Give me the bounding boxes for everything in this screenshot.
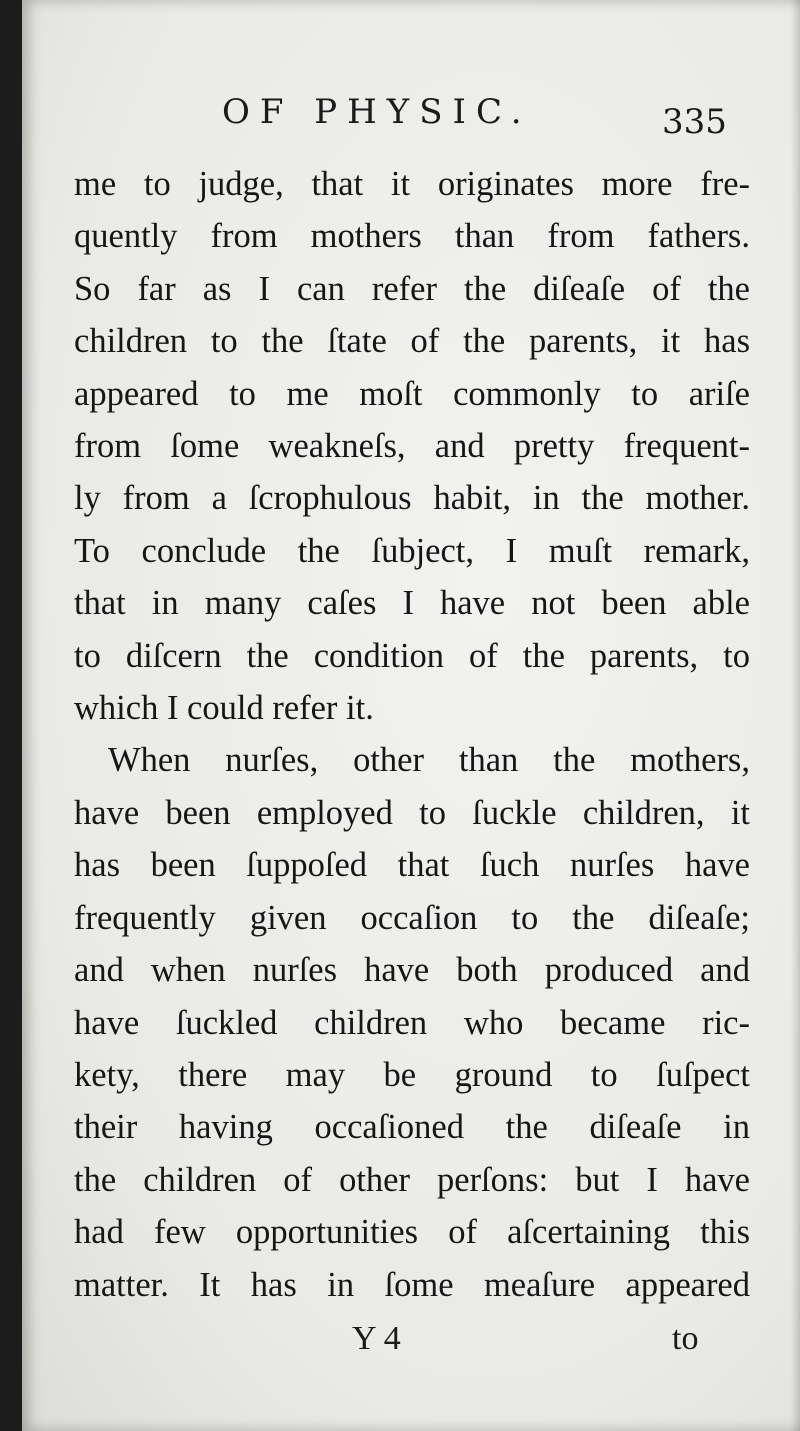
text-line: ly from a ſcrophulous habit, in the mother. — [74, 479, 750, 518]
text-line: has been ſuppoſed that ſuch nurſes have — [74, 846, 750, 885]
text-line: So far as I can refer the diſeaſe of the — [74, 269, 750, 308]
book-page — [22, 0, 800, 1431]
text-line: from ſome weakneſs, and pretty frequent- — [74, 427, 750, 466]
text-line: children to the ſtate of the parents, it has — [74, 322, 750, 361]
text-line: frequently given occaſion to the diſeaſe; — [74, 898, 750, 937]
body-text — [74, 158, 750, 1311]
running-title: OF PHYSIC. — [222, 92, 532, 132]
text-line: have been employed to ſuckle children, it — [74, 793, 750, 832]
text-line: which I could refer it. — [74, 689, 374, 728]
page-number: 335 — [662, 102, 727, 142]
text-line: To conclude the ſubject, I muſt remark, — [74, 531, 750, 570]
text-line: that in many caſes I have not been able — [74, 584, 750, 623]
text-line: the children of other perſons: but I have — [74, 1160, 750, 1199]
text-line: appeared to me moſt commonly to ariſe — [74, 374, 750, 413]
text-line: When nurſes, other than the mothers, — [108, 741, 750, 780]
text-line: had few opportunities of aſcertaining this — [74, 1213, 750, 1252]
page-header — [22, 92, 800, 142]
text-line: their having occaſioned the diſeaſe in — [74, 1108, 750, 1147]
signature-mark: Y 4 — [352, 1320, 401, 1357]
text-line: to diſcern the condition of the parents, to — [74, 636, 750, 675]
page-edge-shadow — [790, 0, 800, 1431]
text-line: and when nurſes have both produced and — [74, 951, 750, 990]
text-line: quently from mothers than from fathers. — [74, 217, 750, 256]
catchword: to — [672, 1320, 699, 1357]
text-line: me to judge, that it originates more fre- — [74, 165, 750, 203]
text-line: kety, there may be ground to ſuſpect — [74, 1055, 750, 1094]
page-footer — [22, 1320, 800, 1370]
text-line: matter. It has in ſome meaſure appeared — [74, 1265, 750, 1304]
text-line: have ſuckled children who became ric- — [74, 1003, 750, 1042]
